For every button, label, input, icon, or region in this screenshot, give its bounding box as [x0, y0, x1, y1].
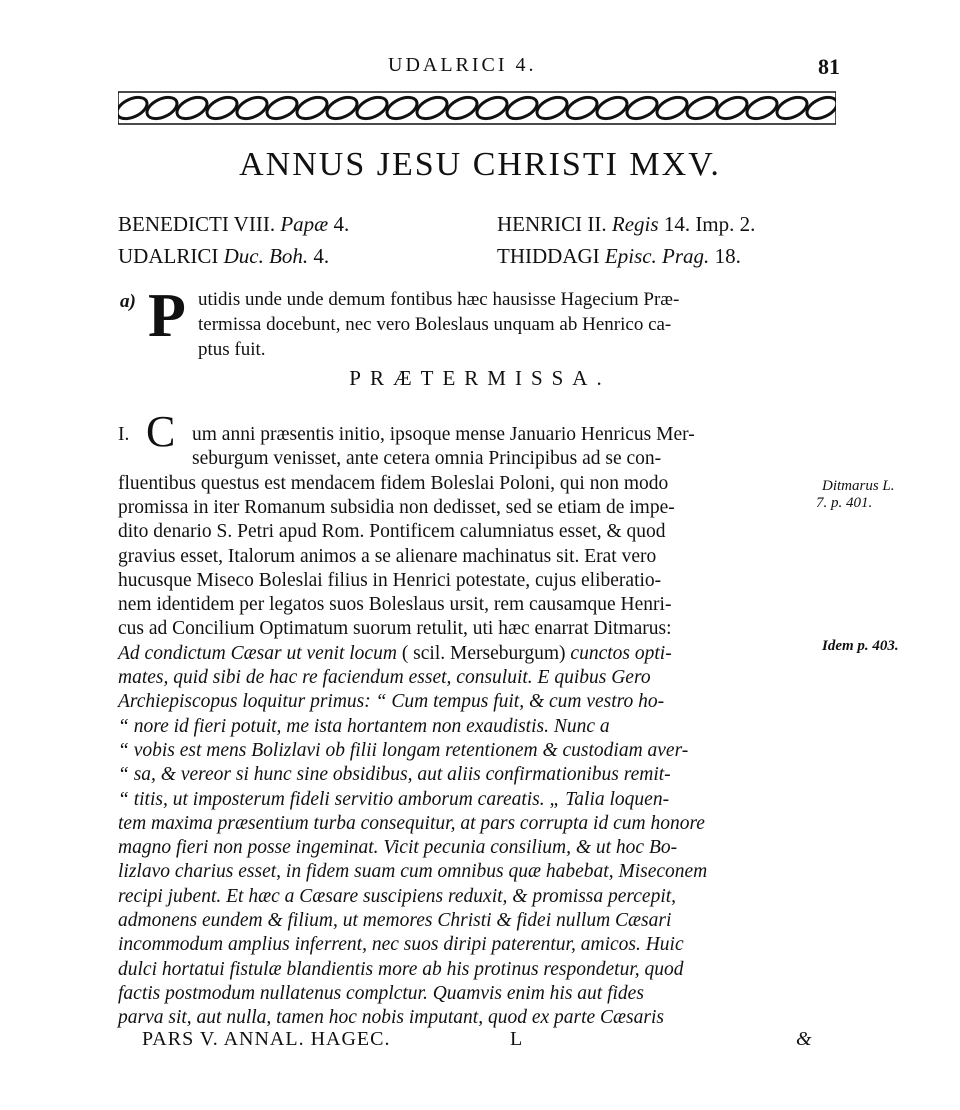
- italic-span: factis postmodum nullatenus complctur. Quamvis enim his aut fides: [118, 982, 644, 1004]
- roman-span: fluentibus questus est mendacem fidem Boleslai Poloni, qui non modo: [118, 472, 669, 494]
- regnal-year: 4.: [333, 212, 350, 236]
- italic-span: “ vobis est mens Bolizlavi ob filii longam retentionem & custodiam aver-: [118, 739, 689, 761]
- body-line: [118, 716, 610, 738]
- italic-span: Archiepiscopus loquitur primus: “ Cum tempus fuit, & cum vestro ho-: [118, 691, 665, 713]
- page-number: 81: [818, 54, 840, 79]
- roman-span: nem identidem per legatos suos Boleslaus ursit, rem causamque Henri-: [118, 594, 672, 616]
- italic-span: “ sa, & vereor si hunc sine obsidibus, aut aliis confirmationibus remit-: [118, 764, 671, 786]
- italic-span: cunctos opti-: [570, 642, 672, 664]
- roman-span: cus ad Concilium Optimatum suorum retulit, uti hæc enarrat Ditmarus:: [118, 618, 672, 640]
- regnal-year: 18.: [714, 244, 741, 268]
- catchword: &: [796, 1028, 812, 1050]
- printer-signature: PARS V. ANNAL. HAGEC.: [142, 1028, 391, 1050]
- body-line: [118, 691, 664, 713]
- body-line: [192, 424, 695, 446]
- italic-span: magno fieri non posse ingeminat. Vicit pecunia consilium, & ut hoc Bo-: [118, 837, 678, 859]
- margin-note-line: Ditmarus L.: [822, 478, 895, 494]
- body-line: [118, 546, 656, 568]
- footnote-marker: a): [120, 291, 136, 312]
- body-line: [118, 934, 684, 956]
- regnal-year: 4.: [313, 244, 330, 268]
- section-heading: PRÆTERMISSA.: [349, 366, 611, 390]
- italic-span: mates, quid sibi de hac re faciendum esset, consuluit. E quibus Gero: [118, 667, 651, 688]
- regnal-duke: [118, 244, 329, 269]
- page-footer: [0, 1028, 960, 1058]
- running-title: UDALRICI 4.: [388, 54, 537, 76]
- roman-span: promissa in iter Romanum subsidia non dedisset, sed se etiam de impe-: [118, 496, 675, 518]
- italic-span: Ad condictum Cæsar ut venit locum: [118, 642, 397, 664]
- body-line: [118, 570, 661, 592]
- body-line: [118, 1007, 664, 1029]
- footnote-line: termissa docebunt, nec vero Boleslaus unquam ab Henrico ca-: [198, 314, 672, 335]
- drop-cap: C: [146, 407, 176, 456]
- regnal-king: [497, 212, 755, 237]
- italic-span: “ nore id fieri potuit, me ista hortantem non exaudistis. Nunc a: [118, 715, 610, 737]
- regnal-title: Episc. Prag.: [604, 244, 710, 268]
- regnal-pope: [118, 212, 349, 237]
- signature-mark: L: [510, 1028, 523, 1050]
- body-line: [118, 667, 651, 689]
- margin-note-line: 7. p. 401.: [816, 495, 873, 511]
- italic-span: “ titis, ut imposterum fideli servitio amborum careatis. „ Talia loquen-: [118, 788, 670, 810]
- italic-span: lizlavo charius esset, in fidem suam cum omnibus quæ habebat, Miseconem: [118, 861, 708, 883]
- regnal-name: UDALRICI: [118, 244, 219, 268]
- body-line: [118, 983, 644, 1005]
- regnal-year: 14. Imp. 2.: [663, 212, 756, 236]
- body-line: [118, 521, 666, 543]
- body-line: [118, 837, 677, 859]
- section-number: I.: [118, 424, 130, 445]
- footnote-line: ptus fuit.: [198, 339, 266, 360]
- regnal-name: THIDDAGI: [497, 244, 600, 268]
- body-line: [192, 448, 661, 470]
- body-line: [118, 764, 671, 786]
- drop-cap: P: [148, 282, 186, 350]
- regnal-title: Duc. Boh.: [223, 244, 309, 268]
- roman-span: um anni præsentis initio, ipsoque mense Januario Henricus Mer-: [192, 424, 695, 445]
- body-line: [118, 910, 671, 932]
- regnal-bishop: [497, 244, 741, 269]
- roman-span: ( scil. Merseburgum): [396, 642, 571, 664]
- italic-span: admonens eundem & filium, ut memores Christi & fidei nullum Cæsari: [118, 910, 672, 931]
- italic-span: tem maxima præsentium turba consequitur, at pars corrupta id cum honore: [118, 812, 705, 834]
- margin-note: [816, 478, 895, 512]
- regnal-title: Regis: [611, 212, 659, 236]
- body-line: [118, 789, 669, 811]
- italic-span: incommodum amplius inferrent, nec suos diripi paterentur, amicos. Huic: [118, 934, 684, 956]
- roman-span: gravius esset, Italorum animos a se alienare machinatus sit. Erat vero: [118, 545, 657, 567]
- margin-note-line: Idem p. 403.: [822, 638, 899, 654]
- italic-span: recipi jubent. Et hæc a Cæsare suscipiens reduxit, & promissa percepit,: [118, 885, 677, 907]
- footnote-line: utidis unde unde demum fontibus hæc hausisse Hagecium Præ-: [198, 289, 680, 310]
- body-line: [118, 643, 672, 665]
- body-line: [118, 497, 675, 519]
- regnal-name: HENRICI II.: [497, 212, 607, 236]
- body-line: [118, 861, 707, 883]
- roman-span: seburgum venisset, ante cetera omnia Principibus ad se con-: [192, 448, 662, 470]
- year-heading: ANNUS JESU CHRISTI MXV.: [239, 146, 721, 183]
- body-line: [118, 959, 684, 981]
- body-line: [118, 740, 688, 762]
- italic-span: parva sit, aut nulla, tamen hoc nobis imputant, quod ex parte Cæsaris: [118, 1007, 664, 1029]
- regnal-name: BENEDICTI VIII.: [118, 212, 276, 236]
- body-line: [118, 594, 671, 616]
- italic-span: dulci hortatui fistulæ blandientis more ab his protinus respondetur, quod: [118, 958, 684, 980]
- ornament-band: [118, 90, 836, 126]
- body-line: [118, 813, 705, 835]
- body-line: [118, 473, 668, 495]
- body-line: [118, 618, 671, 640]
- roman-span: dito denario S. Petri apud Rom. Pontificem calumniatus esset, & quod: [118, 521, 666, 543]
- regnal-title: Papæ: [280, 212, 329, 236]
- roman-span: hucusque Miseco Boleslai filius in Henrici potestate, cujus eliberatio-: [118, 569, 662, 591]
- margin-note: [822, 638, 899, 655]
- body-line: [118, 886, 676, 908]
- running-head: [0, 54, 960, 84]
